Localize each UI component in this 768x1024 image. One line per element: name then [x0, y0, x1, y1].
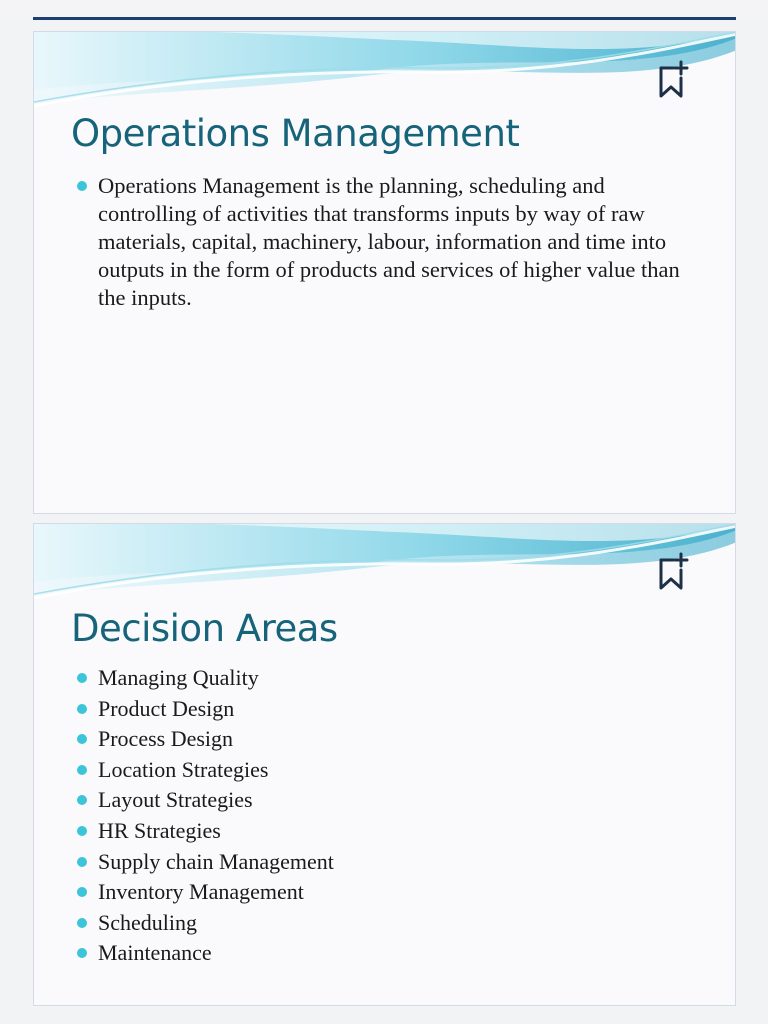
- bullet-dot: [77, 734, 87, 744]
- bullet-item: [77, 938, 677, 969]
- bullet-dot: [77, 704, 87, 714]
- slide-title: Decision Areas: [71, 607, 338, 650]
- bookmark-add-icon[interactable]: [657, 60, 689, 100]
- bullet-dot: [77, 795, 87, 805]
- bullet-text: HR Strategies: [98, 817, 221, 843]
- bullet-dot: [77, 918, 87, 928]
- bullet-item: [77, 908, 677, 939]
- bullet-dot: [77, 887, 87, 897]
- slide-decision-areas: [33, 523, 736, 1006]
- bullet-text: Layout Strategies: [98, 787, 253, 813]
- bullet-text: Supply chain Management: [98, 848, 334, 874]
- bullet-item: [77, 694, 677, 725]
- slide-title: Operations Management: [71, 112, 520, 155]
- slide-operations-management: [33, 31, 736, 514]
- bullet-text: Maintenance: [98, 940, 212, 966]
- bookmark-add-icon[interactable]: [657, 552, 689, 592]
- bullet-dot: [77, 948, 87, 958]
- bullet-text: Managing Quality: [98, 665, 259, 690]
- slide-bullet-list: [77, 172, 697, 312]
- bullet-dot: [77, 765, 87, 775]
- bullet-text: Scheduling: [98, 909, 197, 935]
- bullet-dot: [77, 826, 87, 836]
- slide-header-wave: [34, 32, 736, 112]
- bullet-dot: [77, 857, 87, 867]
- bullet-item: [77, 877, 677, 908]
- bullet-item: [77, 663, 677, 694]
- bullet-dot: [77, 181, 87, 191]
- slide-bullet-list: [77, 663, 677, 969]
- bullet-item: [77, 724, 677, 755]
- bullet-text: Operations Management is the planning, scheduling and controlling of activities that transforms inputs by way of raw materials, capital, machinery, labour, information and time into outputs in the form of products and services of higher value than the inputs.: [98, 173, 680, 310]
- bullet-item: [77, 755, 677, 786]
- bullet-item: [77, 847, 677, 878]
- bullet-text: Product Design: [98, 695, 235, 721]
- bullet-dot: [77, 673, 87, 683]
- bullet-text: Process Design: [98, 726, 234, 752]
- bullet-item: [77, 172, 697, 312]
- bullet-text: Inventory Management: [98, 879, 304, 905]
- bullet-item: [77, 785, 677, 816]
- bullet-text: Location Strategies: [98, 756, 269, 782]
- slide-header-wave: [34, 524, 736, 604]
- previous-page-edge: [33, 17, 736, 20]
- bullet-item: [77, 816, 677, 847]
